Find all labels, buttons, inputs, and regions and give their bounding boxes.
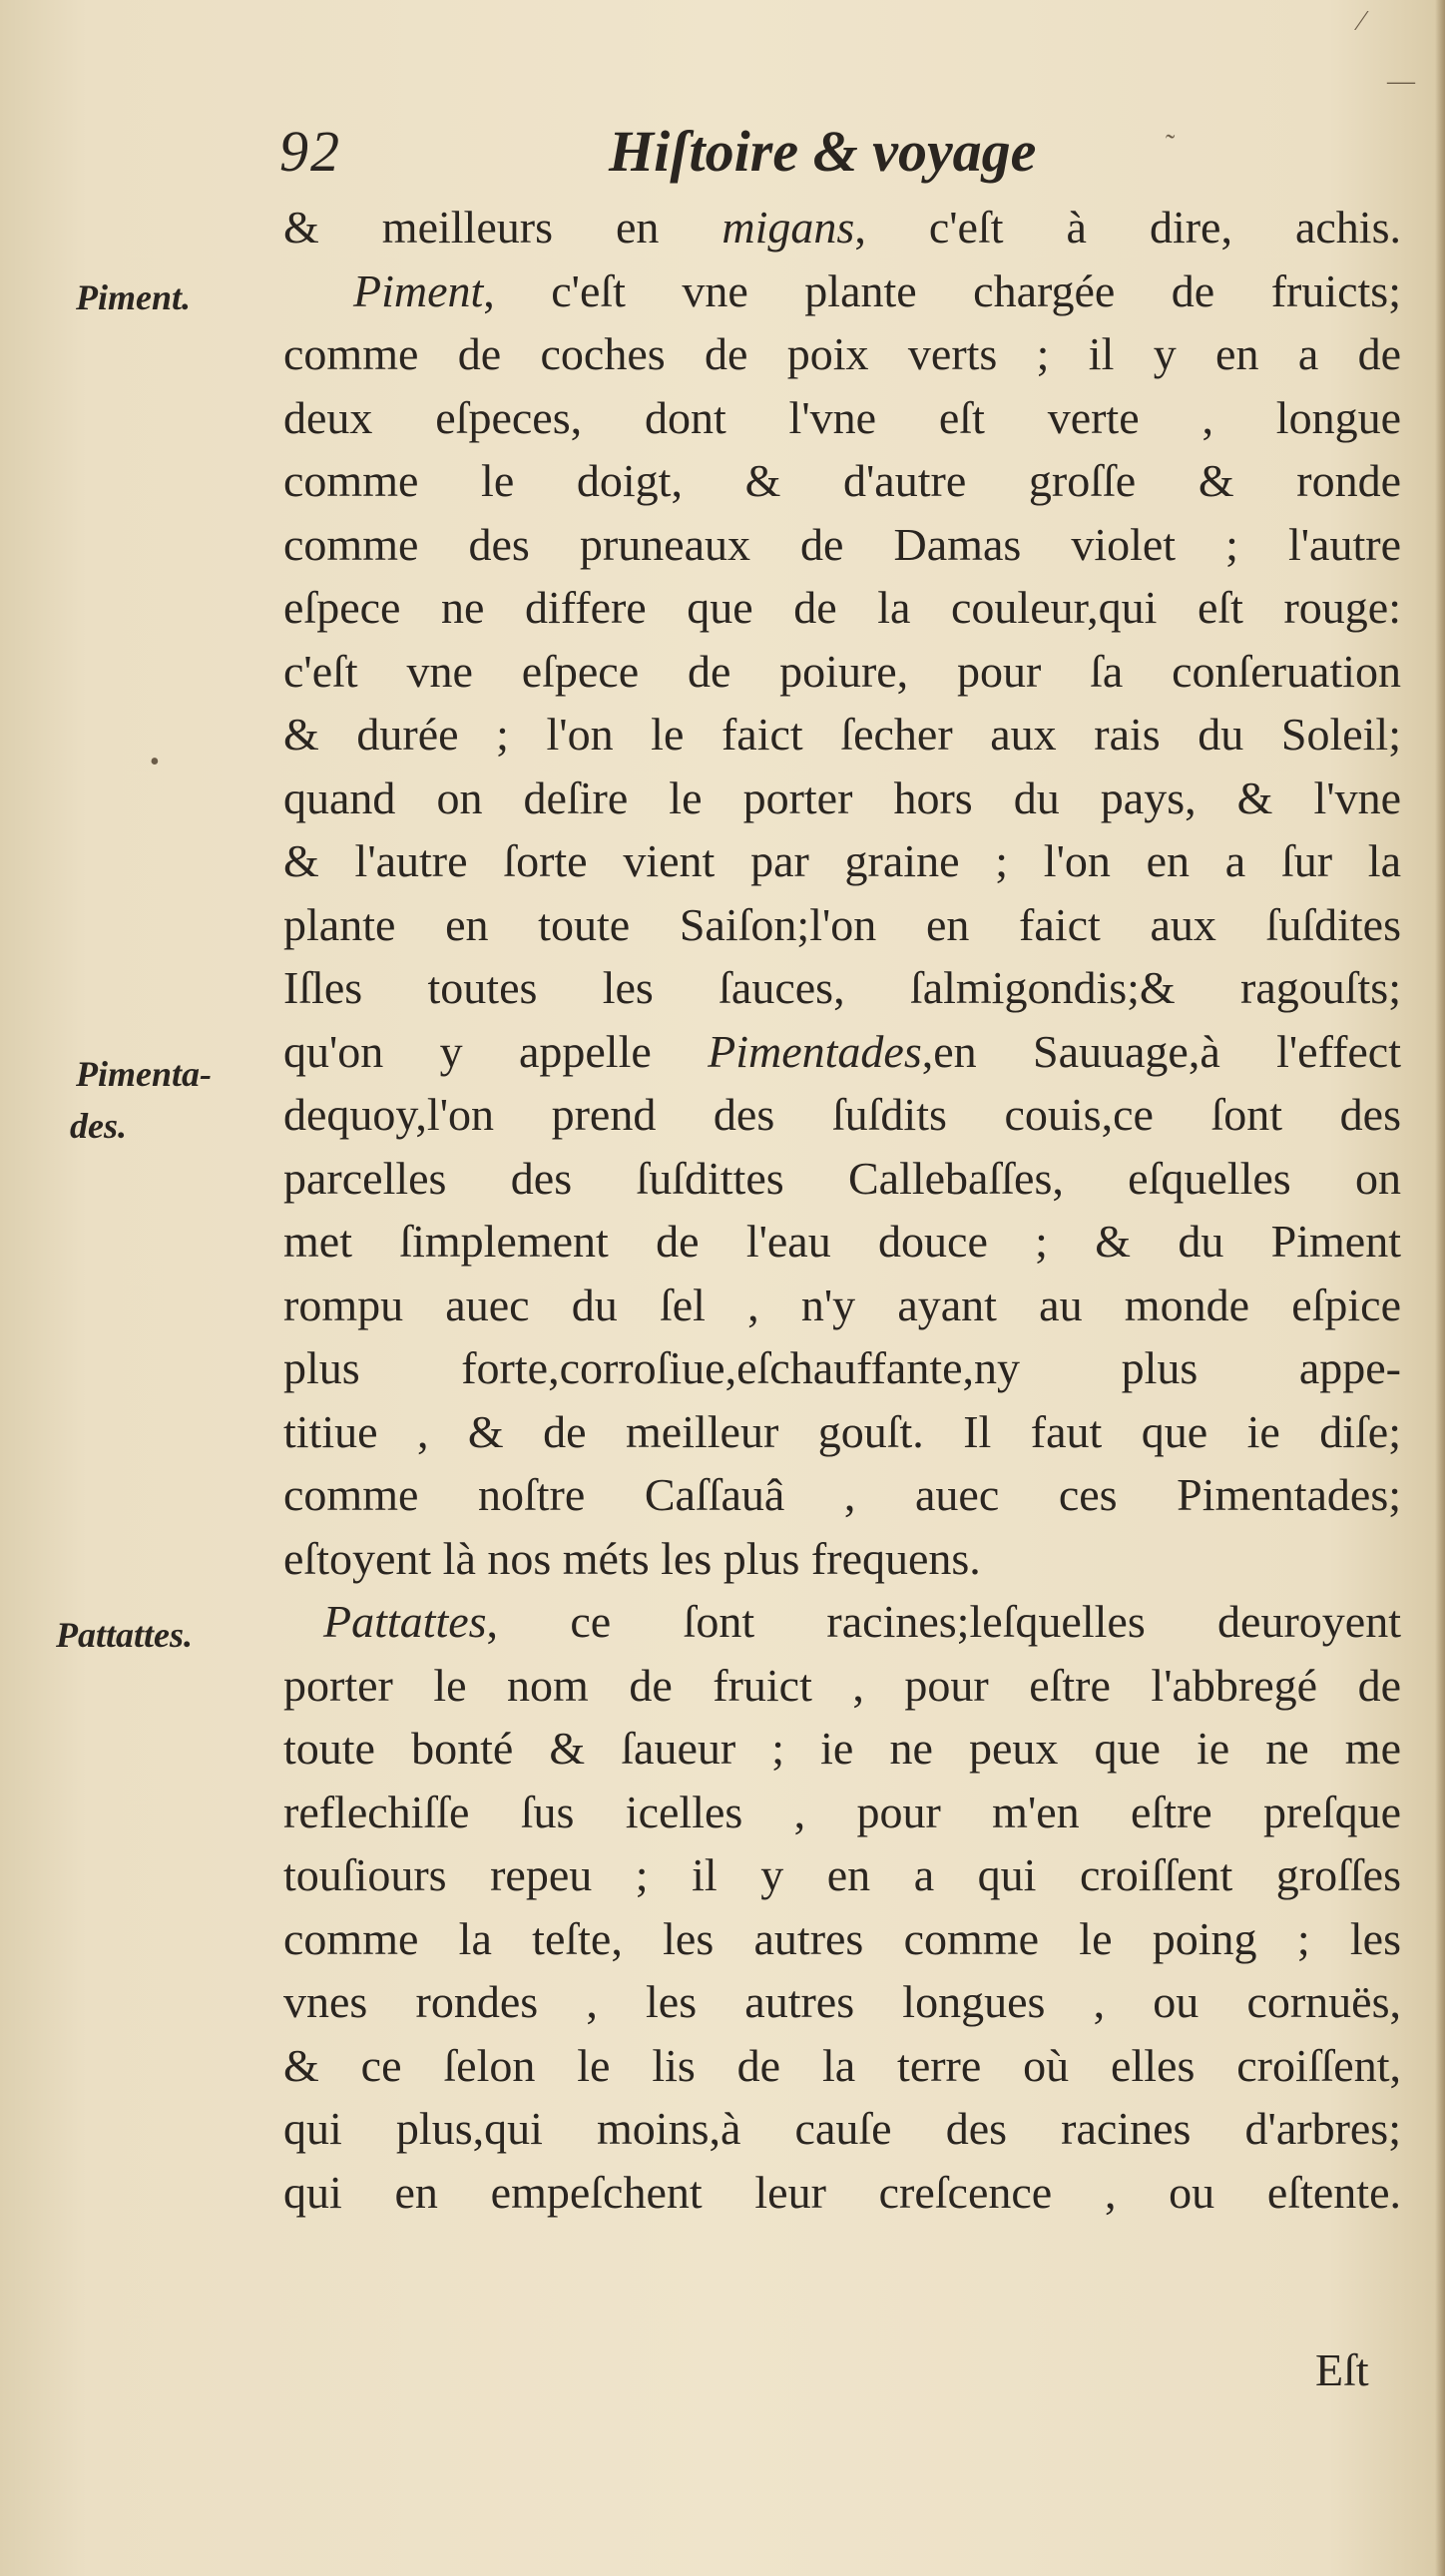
text-line: Piment, c'eſt vne plante chargée de fruicts; <box>353 264 1401 316</box>
text-line: Iſles toutes les ſauces, ſalmigondis;& ragouſts; <box>283 962 1401 1013</box>
page-number: 92 <box>279 119 341 184</box>
text-line: quand on deſire le porter hors du pays, & l'vne <box>283 772 1401 823</box>
ink-speck: ˜ <box>1166 130 1176 161</box>
text-line: rompu auec du ſel , n'y ayant au monde eſpice <box>283 1279 1401 1330</box>
text-line: reflechiſſe ſus icelles , pour m'en eſtre preſque <box>283 1786 1401 1837</box>
page-edge-shadow <box>1435 0 1445 2576</box>
text-line: comme de coches de poix verts ; il y en a de <box>283 328 1401 379</box>
text-line: c'eſt vne eſpece de poiure, pour ſa conſeruation <box>283 645 1401 697</box>
text-line: plus forte,corroſiue,eſchauffante,ny plus appe- <box>283 1342 1401 1393</box>
text-line: & meilleurs en migans, c'eſt à dire, achis. <box>283 202 1401 253</box>
margin-note-pimentades-1: Pimenta- <box>76 1054 212 1094</box>
ink-speck: — <box>1387 66 1415 97</box>
text-line: vnes rondes , les autres longues , ou cornuës, <box>283 1976 1401 2027</box>
body-text <box>283 196 1401 2224</box>
text-line: porter le nom de fruict , pour eſtre l'abbregé de <box>283 1659 1401 1711</box>
margin-note-pimentades-2: des. <box>70 1106 127 1146</box>
text-line: & l'autre ſorte vient par graine ; l'on en a ſur la <box>283 835 1401 886</box>
margin-note-pattattes: Pattattes. <box>56 1615 193 1655</box>
ink-speck: • <box>150 747 160 777</box>
text-line: comme la teſte, les autres comme le poing ; les <box>283 1912 1401 1964</box>
text-line: plante en toute Saiſon;l'on en faict aux ſuſdites <box>283 898 1401 950</box>
ink-speck: ⁄ <box>1359 6 1364 37</box>
text-line: qu'on y appelle Pimentades,en Sauuage,à l'effect <box>283 1025 1401 1077</box>
text-line: parcelles des ſuſdittes Callebaſſes, eſquelles on <box>283 1152 1401 1204</box>
text-line: comme noſtre Caſſauâ , auec ces Pimentades; <box>283 1469 1401 1520</box>
text-line: qui plus,qui moins,à cauſe des racines d'arbres; <box>283 2103 1401 2154</box>
page-header <box>279 118 1178 198</box>
text-line: touſiours repeu ; il y en a qui croiſſent groſſes <box>283 1849 1401 1900</box>
text-line: comme des pruneaux de Damas violet ; l'autre <box>283 518 1401 570</box>
text-line: Pattattes, ce ſont racines;leſquelles deuroyent <box>323 1596 1401 1647</box>
text-line: comme le doigt, & d'autre groſſe & ronde <box>283 455 1401 506</box>
text-line: qui en empeſchent leur creſcence , ou eſtente. <box>283 2166 1401 2218</box>
text-line: toute bonté & ſaueur ; ie ne peux que ie ne me <box>283 1723 1401 1774</box>
text-line: eſpece ne differe que de la couleur,qui eſt rouge: <box>283 582 1401 633</box>
running-title: Hiſtoire & voyage <box>609 119 1037 184</box>
text-line: & durée ; l'on le faict ſecher aux rais du Soleil; <box>283 709 1401 760</box>
text-line: deux eſpeces, dont l'vne eſt verte , longue <box>283 391 1401 443</box>
text-line: met ſimplement de l'eau douce ; & du Piment <box>283 1216 1401 1267</box>
text-line: & ce ſelon le lis de la terre où elles croiſſent, <box>283 2039 1401 2091</box>
text-line: dequoy,l'on prend des ſuſdits couis,ce ſont des <box>283 1089 1401 1140</box>
margin-note-piment: Piment. <box>76 277 191 317</box>
text-line: titiue , & de meilleur gouſt. Il faut que ie diſe; <box>283 1405 1401 1457</box>
catchword: Eſt <box>1315 2344 1369 2395</box>
text-line: eſtoyent là nos méts les plus frequens. <box>283 1532 981 1584</box>
